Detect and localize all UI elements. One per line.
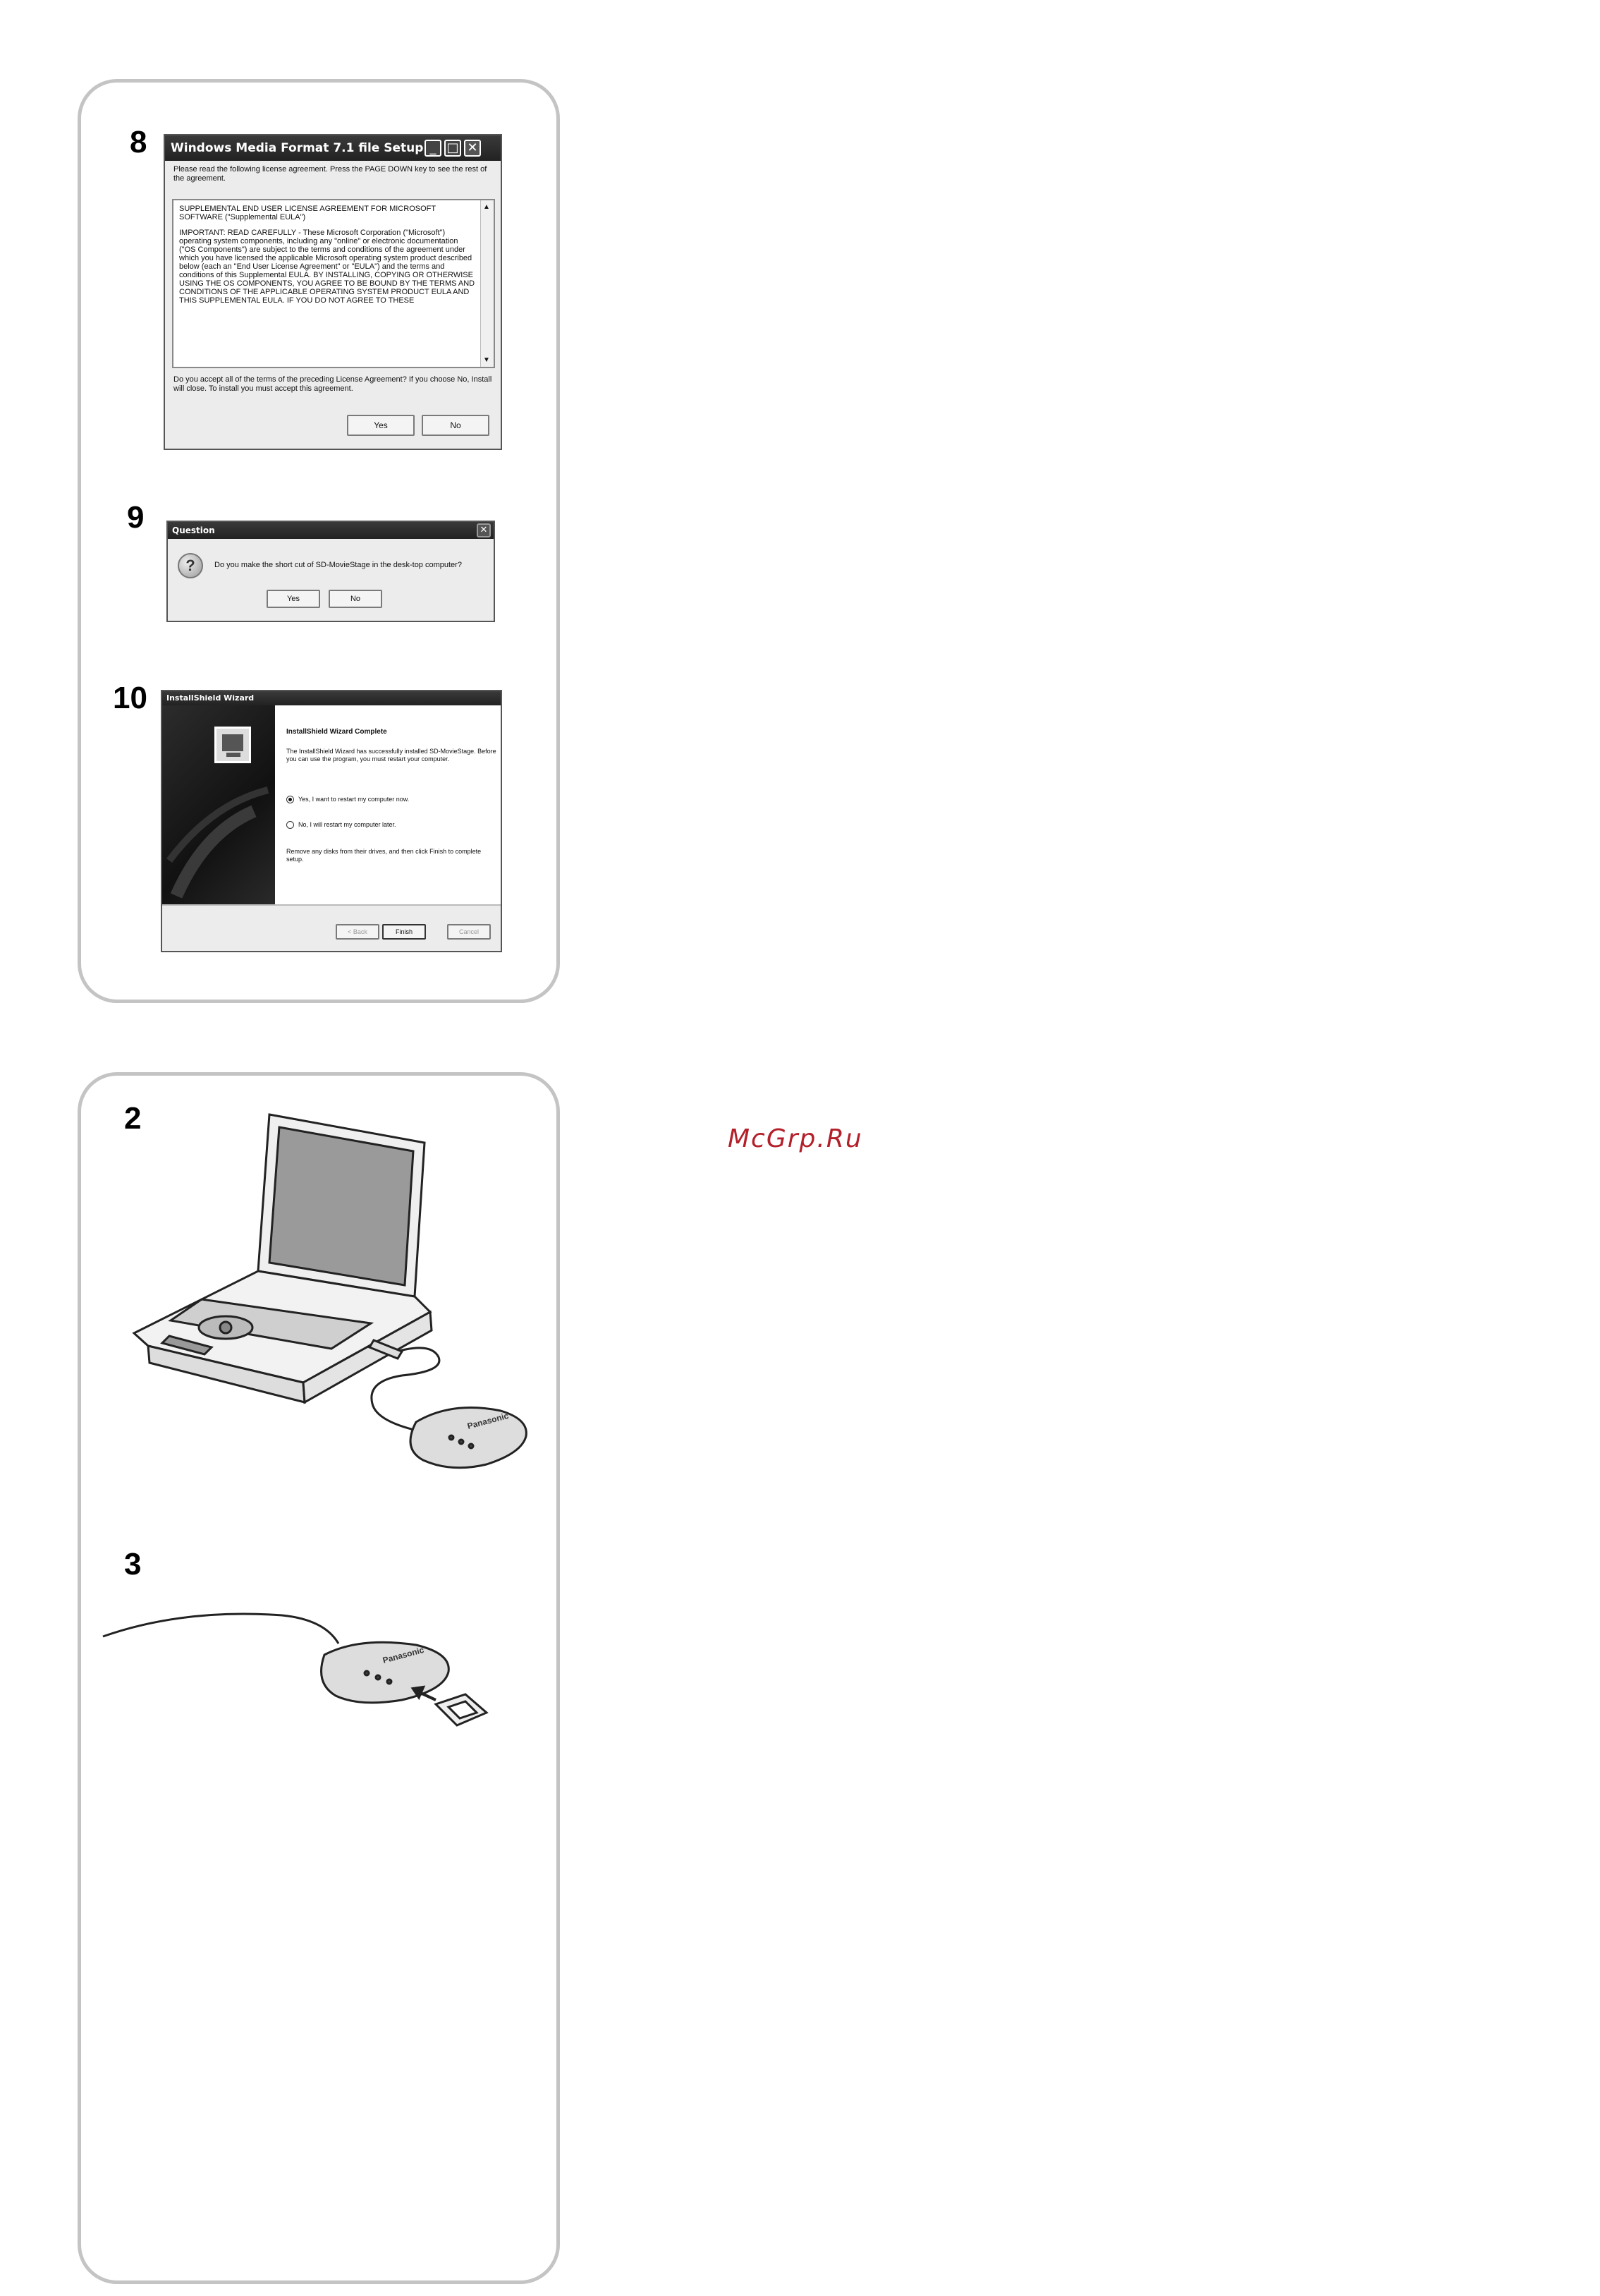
step-number-2: 2	[124, 1101, 142, 1136]
question-message: Do you make the short cut of SD-MovieStage in the desk-top computer?	[214, 561, 462, 569]
watermark-text: McGrp.Ru	[728, 1124, 863, 1153]
sd-card-illustration	[436, 1694, 487, 1725]
close-icon[interactable]: ✕	[464, 140, 481, 157]
wizard-heading: InstallShield Wizard Complete	[286, 728, 387, 736]
scroll-down-icon[interactable]: ▼	[483, 356, 490, 364]
license-question: Do you accept all of the terms of the preceding License Agreement? If you choose No, Install will close. To install you must accept this agreement.	[173, 375, 492, 393]
eula-textbox[interactable]	[172, 199, 495, 368]
question-dialog-title: Question	[172, 526, 215, 535]
wizard-title: InstallShield Wizard	[166, 693, 255, 703]
restart-now-radio[interactable]	[286, 796, 294, 803]
eula-body: IMPORTANT: READ CAREFULLY - These Microsoft Corporation ("Microsoft") operating system components, including any "online" or electronic documentation ("OS Components") are subject to the terms and conditions of the agreement under which you have licensed the applicable Microsoft operating system product described below (each an "End User License Agreement" or "EULA") and the terms and conditions of this Supplemental EULA. BY INSTALLING, COPYING OR OTHERWISE USING THE OS COMPONENTS, YOU AGREE TO BE BOUND BY THE TERMS AND CONDITIONS OF THE APPLICABLE OPERATING SYSTEM PRODUCT EULA AND THIS SUPPLEMENTAL EULA. IF YOU DO NOT AGREE TO THESE	[179, 229, 475, 305]
reader-cable-illustration	[103, 1614, 338, 1644]
restart-later-label: No, I will restart my computer later.	[298, 821, 396, 828]
scroll-up-icon[interactable]: ▲	[483, 203, 490, 211]
close-icon[interactable]: ✕	[477, 523, 491, 537]
laptop-with-card-reader-illustration	[120, 1100, 543, 1524]
restart-later-option[interactable]	[286, 821, 498, 829]
question-no-button[interactable]: No	[329, 590, 382, 608]
installer-computer-icon	[214, 727, 251, 763]
question-yes-button[interactable]: Yes	[267, 590, 320, 608]
eula-heading: SUPPLEMENTAL END USER LICENSE AGREEMENT FOR MICROSOFT SOFTWARE ("Supplemental EULA")	[179, 205, 436, 221]
question-icon: ?	[178, 553, 203, 578]
wizard-side-banner	[162, 705, 275, 904]
installshield-wizard	[161, 690, 502, 952]
step-number-8: 8	[130, 125, 147, 159]
step-number-10: 10	[113, 681, 147, 715]
wizard-footer-text: Remove any disks from their drives, and then click Finish to complete setup.	[286, 848, 482, 863]
restart-now-option[interactable]	[286, 796, 498, 803]
question-dialog	[166, 521, 495, 622]
maximize-icon[interactable]: □	[444, 140, 461, 157]
wizard-finish-button[interactable]: Finish	[382, 924, 426, 940]
laptop-illustration	[134, 1114, 432, 1402]
reader-brand-label-1: Panasonic	[466, 1410, 510, 1431]
reader-brand-label-2: Panasonic	[381, 1644, 425, 1665]
license-yes-button[interactable]: Yes	[347, 415, 415, 436]
minimize-icon[interactable]: _	[425, 140, 441, 157]
sd-card-reader-illustration	[410, 1408, 526, 1468]
eula-scrollbar[interactable]	[480, 200, 494, 367]
wizard-back-button[interactable]: < Back	[336, 924, 379, 940]
wizard-cancel-button[interactable]: Cancel	[447, 924, 491, 940]
step-number-9: 9	[127, 500, 145, 535]
license-dialog-title: Windows Media Format 7.1 file Setup	[171, 141, 424, 155]
question-dialog-titlebar	[168, 522, 494, 539]
restart-now-label: Yes, I want to restart my computer now.	[298, 796, 410, 803]
license-dialog	[164, 134, 502, 450]
wizard-titlebar	[162, 691, 501, 705]
wizard-body: The InstallShield Wizard has successfully installed SD-MovieStage. Before you can use the program, you must restart your computer.	[286, 748, 496, 763]
sd-card-reader-illustration	[322, 1642, 449, 1703]
license-instruction: Please read the following license agreement. Press the PAGE DOWN key to see the rest of the agreement.	[173, 165, 487, 183]
sd-card-insertion-illustration	[99, 1566, 550, 1749]
license-no-button[interactable]: No	[422, 415, 489, 436]
step-number-3: 3	[124, 1547, 142, 1581]
restart-later-radio[interactable]	[286, 821, 294, 829]
